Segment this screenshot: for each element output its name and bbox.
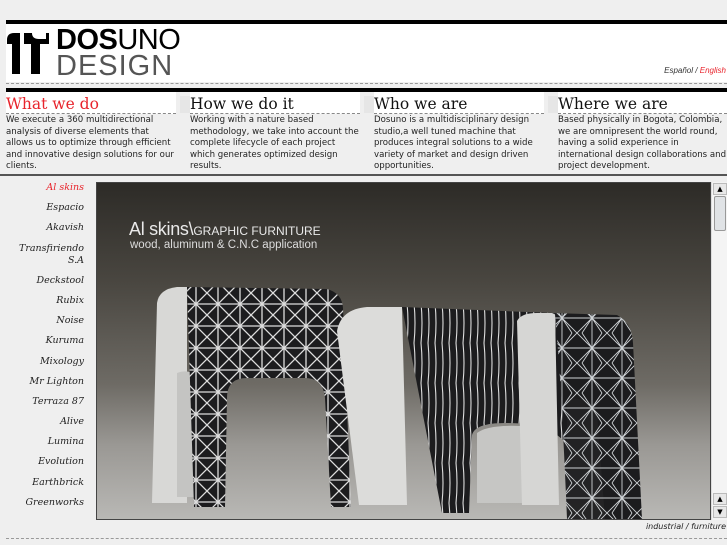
column-marker [364,96,374,113]
column-what-we-do [6,92,176,176]
column-title[interactable]: Where we are [558,92,727,114]
column-body: Working with a nature based methodology, we take into account the complete lifecycle of each project which generates optimized design results. [190,115,359,172]
column-body: We execute a 360 multidirectional analysis of diverse elements that allows us to optimize through efficient and innovative design solutions for our clients. [6,115,174,172]
lang-separator: / [695,66,698,75]
sidebar-item-alive[interactable]: Alive [60,416,84,428]
sidebar-item-earthbrick[interactable]: Earthbrick [32,476,84,488]
stools-illustration [97,183,711,520]
logo-mark-icon [6,30,50,74]
column-body: Dosuno is a multidisciplinary design studio,a well tuned machine that produces integral solutions to a wide variety of market and design driven opportunities. [374,115,533,172]
logo-dos: DOS [56,24,118,56]
column-body: Based physically in Bogota, Colombia, we are omnipresent the world round, having a solid experience in international design collaborations and project development. [558,115,727,172]
header [6,24,727,82]
column-title[interactable]: Who we are [374,92,544,114]
image-scrollbar[interactable] [711,182,727,520]
sidebar-item-rubix[interactable]: Rubix [56,294,84,306]
sidebar-item-akavish[interactable]: Akavish [46,222,84,234]
sidebar-item-lumina[interactable]: Lumina [47,436,84,448]
column-who-we-are [374,92,544,176]
column-where-we-are [558,92,727,176]
column-title[interactable]: How we do it [190,92,360,114]
scroll-down-arrow-icon[interactable]: ▼ [713,506,727,518]
sidebar-item-transfiriendo[interactable]: Transfiriendo S.A [19,242,84,266]
sidebar-item-greenworks[interactable]: Greenworks [25,496,84,508]
language-switcher [664,66,726,75]
logo-design: DESIGN [56,50,174,82]
sidebar-item-noise[interactable]: Noise [56,315,84,327]
sidebar-item-evolution[interactable]: Evolution [38,456,84,468]
feature-image [96,182,711,520]
column-marker [180,96,190,113]
feature-title: Al skins\GRAPHIC FURNITURE [129,219,321,239]
sidebar-item-terraza-87[interactable]: Terraza 87 [32,395,84,407]
scroll-up-arrow-bottom-icon[interactable]: ▲ [713,493,727,505]
scroll-up-arrow-icon[interactable]: ▲ [713,183,727,195]
sidebar-item-kuruma[interactable]: Kuruma [45,335,84,347]
column-marker [548,96,558,113]
sidebar-item-deckstool[interactable]: Deckstool [36,274,84,286]
sidebar-item-mixology[interactable]: Mixology [39,355,84,367]
logo[interactable] [56,24,181,82]
scroll-thumb[interactable] [714,196,726,231]
column-how-we-do-it [190,92,360,176]
divider [6,83,727,84]
sidebar-item-al-skins[interactable]: Al skins [46,182,84,193]
lang-english[interactable]: English [699,66,726,75]
feature-category: industrial / furniture [645,522,726,531]
footer-divider [6,538,727,539]
columns-underline [0,174,727,176]
column-title[interactable]: What we do [6,92,176,114]
sidebar-item-espacio[interactable]: Espacio [46,202,84,214]
logo-uno: UNO [117,24,181,56]
project-sidebar [0,182,90,517]
feature-subtitle: wood, aluminum & C.N.C application [130,239,318,251]
sidebar-item-mr-lighton[interactable]: Mr Lighton [29,375,84,387]
lang-espanol[interactable]: Español [664,66,694,75]
